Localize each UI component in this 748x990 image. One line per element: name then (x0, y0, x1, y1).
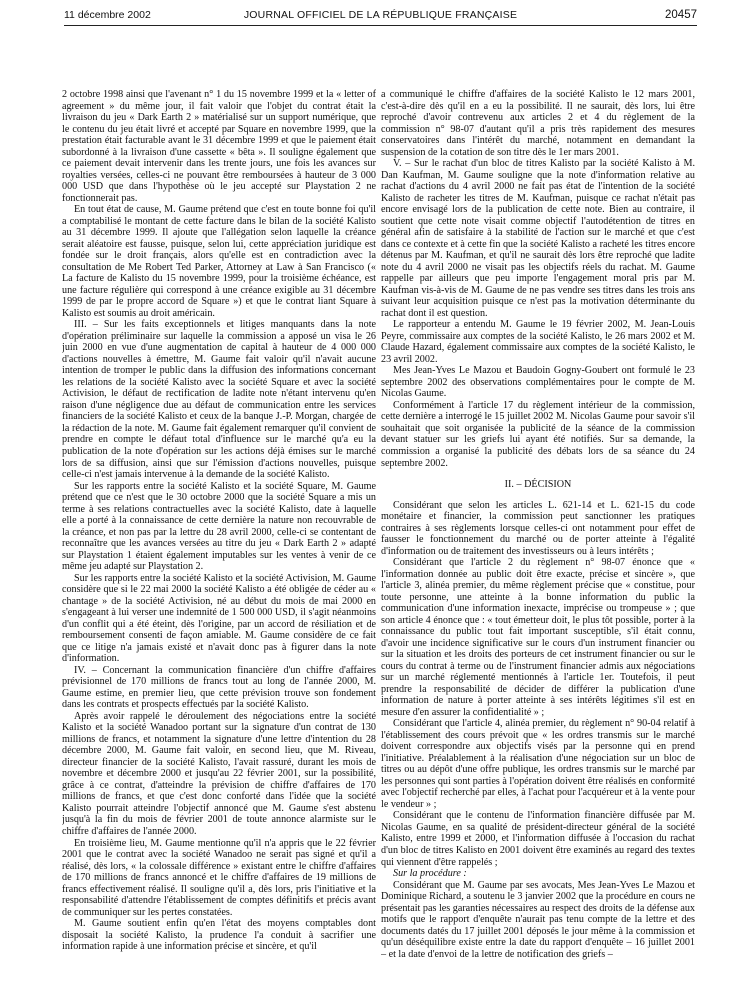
left-column (62, 89, 376, 985)
subsection-heading: Sur la procédure : (393, 868, 467, 880)
header-rule (64, 25, 697, 26)
paragraph: Sur les rapports entre la société Kalisto et la société Square, M. Gaume prétend que ce n'est que le 30 octobre 2000 que la société Square a mis un terme à ses relations contractuelles avec la société Kalisto, date à laquelle elle a porté à la connaissance de cette dernière la nature non recouvrable de la créance, et non pas par la lettre du 28 avril 2000, celle-ci se contentant de reconnaître que les avances versées au titre du jeu « Dark Earth 2 » adapté sur Playstation 1 étaient également imputables sur les ventes à venir de ce même jeu adapté sur Playstation 2. (62, 480, 376, 573)
paragraph: IV. – Concernant la communication financière d'un chiffre d'affaires prévisionnel de 170 millions de francs tout au long de l'année 2000, M. Gaume estime, en premier lieu, que cette prévision trouve son fondement dans les contrats et prospects effectués par la société Kalisto. (62, 664, 376, 711)
paragraph: Considérant que l'article 4, alinéa premier, du règlement n° 90-04 relatif à l'établissement des cours prévoit que « les ordres transmis sur le marché doivent correspondre aux objectifs visés par la personne qui en prend l'initiative. Préalablement à la réalisation d'une négociation sur un bloc de titres ou au dépôt d'une offre publique, les ordres transmis sur le marché par les personnes qui sont parties à l'opération doivent être réalisés en conformité avec l'objectif recherché par elles, à l'achat pour l'acquéreur et à la vente pour le vendeur » ; (381, 718, 695, 810)
paragraph: Considérant que l'article 2 du règlement n° 98-07 énonce que « l'information donnée au public doit être exacte, précise et sincère », que l'article 3, alinéa premier, du même règlement précise que « constitue, pour toute personne, une atteinte à la bonne information du public la communication d'une information inexacte, imprécise ou trompeuse » ; que son article 4 énonce que : « tout émetteur doit, le plus tôt possible, porter à la connaissance du public tout fait important susceptible, s'il était connu, d'avoir une incidence significative sur le cours d'un instrument financier ou sur la situation et les droits des porteurs de cet instrument financier ou sur le cours du contrat à terme ou de l'instrument financier admis aux négociations sur un marché réglementé mentionnés à l'article 1er. Toutefois, il peut prendre la responsabilité de décider de différer la publication d'une information de nature à porter atteinte à ses intérêts légitimes s'il est en mesure d'en assurer la confidentialité » ; (381, 557, 695, 718)
paragraph: En troisième lieu, M. Gaume mentionne qu'il n'a appris que le 22 février 2001 que le contrat avec la société Wanadoo ne serait pas signé et qu'il a réalisé, dès lors, « la colossale différence » existant entre le chiffre d'affaires de 170 millions de francs annoncé et le chiffre d'affaires de 19 millions de francs effectivement réalisé. Il souligne qu'il a, dès lors, pris l'initiative et la responsabilité d'attendre l'établissement de comptes définitifs et précis avant de communiquer sur les pertes constatées. (62, 837, 376, 918)
page-number: 20457 (665, 9, 697, 21)
paragraph: 2 octobre 1998 ainsi que l'avenant n° 1 du 15 novembre 1999 et la « letter of agreement » du même jour, il fait valoir que l'objet du contrat était la livraison du jeu « Dark Earth 2 » matérialisé sur un support numérique, que le contenu du jeu était livré et accepté par Square en novembre 1999, que la prestation était facturable avant le 31 décembre 1999 et que le paiement était subordonné à la livraison d'une cassette « bêta ». Il souligne également que ce paiement devait intervenir dans les trente jours, une fois les avances sur royalties versées, celles-ci ne pouvant être remboursées à hauteur de 3 000 000 USD que dans l'hypothèse où le jeu accepté sur Playstation 2 ne fonctionnerait pas. (62, 89, 376, 204)
paragraph: III. – Sur les faits exceptionnels et litiges manquants dans la note d'opération préliminaire sur laquelle la commission a apposé un visa le 26 juin 2000 en vue d'une augmentation de capital à hauteur de 4 000 000 d'actions nouvelles à émettre, M. Gaume fait valoir qu'il n'avait aucune intention de tromper le public dans la diffusion des informations concernant les relations de la société Kalisto avec la société Square et avec la société Activision, le défaut de rectification de ladite note n'étant intervenu qu'en raison d'une négligence due au défaut de communication entre les services financiers de la société Kalisto et ceux de la banque J.-P. Morgan, chargée de la rédaction de la note. M. Gaume fait également remarquer qu'il convient de prendre en compte le défaut total d'influence sur le marché qu'a eu la publication de la note d'opération sur les actions déjà émises sur le marché lors de sa diffusion, ainsi que sur l'émission d'actions nouvelles, puisque celle-ci n'est jamais intervenue à la demande de la société Kalisto. (62, 319, 376, 481)
paragraph: a communiqué le chiffre d'affaires de la société Kalisto le 12 mars 2001, c'est-à-dire dès qu'il en a eu la possibilité. Il ne saurait, dès lors, lui être reproché d'avoir contrevenu aux articles 2 et 4 du règlement de la commission n° 98-07 d'autant qu'il a pris très rapidement des mesures conservatoires dans l'intérêt du marché, notamment en demandant la suspension de la cotation de son titre dès le 1er mars 2001. (381, 89, 695, 158)
section-heading: II. – DÉCISION (504, 479, 572, 491)
right-column (381, 89, 695, 985)
paragraph: V. – Sur le rachat d'un bloc de titres Kalisto par la société Kalisto à M. Dan Kaufman, M. Gaume souligne que la note d'information relative au rachat d'actions du 4 avril 2000 ne fait pas état de l'intention de la société Kalisto de racheter les titres de M. Kaufman, puisque ce rachat n'était pas encore envisagé lors de la publication de cette note. Bien au contraire, il soutient que cette note visait comme objectif l'autodétention de titres en général afin de satisfaire à la stabilité de l'action sur le marché et que c'est dans ce contexte et à cette fin que la société Kalisto a racheté les titres encore détenus par M. Kaufman, et qu'il ne saurait dès lors être reproché que ladite note du 4 avril 2000 ne visait pas les objectifs réels du rachat. M. Gaume rappelle par ailleurs que peu importe l'engagement moral pris par M. Kaufman vis-à-vis de M. Gaume de ne pas vendre ses titres dans les trois ans suivant leur acquisition puisque ce n'est pas la motivation déterminante du rachat dont il est question. (381, 158, 695, 319)
paragraph: Conformément à l'article 17 du règlement intérieur de la commission, cette dernière a interrogé le 15 juillet 2002 M. Nicolas Gaume pour savoir s'il souhaitait que soit organisée la publicité de la séance de la commission devant statuer sur les griefs lui ayant été notifiés. Sur sa demande, la commission a organisé la publicité des débats lors de sa séance du 24 septembre 2002. (381, 399, 695, 469)
paragraph: En tout état de cause, M. Gaume prétend que c'est en toute bonne foi qu'il a comptabilisé le montant de cette facture dans le bilan de la société Kalisto au 31 décembre 1999. Il ajoute que l'allégation selon laquelle la créance serait aléatoire est fausse, puisque, selon lui, cette appréciation juridique est fondée sur le droit français, alors qu'elle est en contradiction avec la consultation de Me Robert Ted Parker, Attorney at Law à San Francisco (« La facture de Kalisto du 15 novembre 1999, pour la troisième échéance, est une facture régulière qui correspond à une créance exigible au 31 décembre 1999 de par le propre accord de Square ») et que le contrat liant Square à Kalisto est soumis au droit américain. (62, 204, 376, 319)
paragraph: Le rapporteur a entendu M. Gaume le 19 février 2002, M. Jean-Louis Peyre, commissaire aux comptes de la société Kalisto, le 26 mars 2002 et M. Claude Hazard, également commissaire aux comptes de la société Kalisto, le 23 avril 2002. (381, 319, 695, 365)
header-date: 11 décembre 2002 (64, 9, 151, 21)
paragraph: Considérant que selon les articles L. 621-14 et L. 621-15 du code monétaire et financier, la commission peut sanctionner les pratiques contraires à ses règlements lorsque celles-ci ont notamment pour effet de fausser le fonctionnement du marché ou de porter atteinte à l'égalité d'information ou de traitement des investisseurs ou à leurs intérêts ; (381, 499, 695, 557)
paragraph: M. Gaume soutient enfin qu'en l'état des moyens comptables dont disposait la société Kalisto, la prudence l'a conduit à sacrifier une information rapide à une information précise et sincère, et qu'il (62, 918, 376, 953)
paragraph: Mes Jean-Yves Le Mazou et Baudoin Gogny-Goubert ont formulé le 23 septembre 2002 des observations complémentaires pour le compte de M. Nicolas Gaume. (381, 365, 695, 400)
journal-title: JOURNAL OFFICIEL DE LA RÉPUBLIQUE FRANÇAISE (243, 9, 518, 21)
paragraph: Considérant que M. Gaume par ses avocats, Mes Jean-Yves Le Mazou et Dominique Richard, a soutenu le 3 janvier 2002 que la procédure en cours ne présentait pas les garanties nécessaires au respect des droits de la défense aux motifs que le rapport d'enquête n'aurait pas tenu compte de la lettre et des documents datés du 17 juillet 2001 déposés le jour même à la commission et qu'un déséquilibre existe entre la date du rapport d'enquête – 16 juillet 2001 – et la date d'envoi de la lettre de notification des griefs – (381, 879, 695, 960)
paragraph: Sur les rapports entre la société Kalisto et la société Activision, M. Gaume considère que si le 22 mai 2000 la société Kalisto a été obligée de céder au « chantage » de la société Activision, né au début du mois de mai 2000 en s'engageant à lui verser une indemnité de 1 500 000 USD, il s'agit néanmoins d'un conflit qui a été éteint, dès l'origine, par un accord de résiliation et de remboursement consenti de façon amiable. M. Gaume considère de ce fait que ce litige n'a jamais existé et n'avait donc pas à figurer dans la note d'information. (62, 572, 376, 665)
paragraph: Après avoir rappelé le déroulement des négociations entre la société Kalisto et la société Wanadoo portant sur la signature d'un contrat de 130 millions de francs, et notamment la signature d'une lettre d'intention du 28 décembre 2000, M. Gaume fait valoir, en second lieu, que M. Riveau, directeur financier de la société Kalisto, l'avait rassuré, durant les mois de novembre et décembre 2000 et jusqu'au 22 février 2001, sur la possibilité, grâce à ce contrat, d'atteindre la prévision de chiffre d'affaires de 170 millions de francs, et que c'est donc conforté dans l'idée que la société Kalisto pourrait atteindre l'objectif annoncé que M. Gaume s'est abstenu jusqu'à la fin du mois de février 2001 de toute annonce alarmiste sur le chiffre d'affaires de l'année 2000. (62, 710, 376, 837)
paragraph: Considérant que le contenu de l'information financière diffusée par M. Nicolas Gaume, en sa qualité de président-directeur général de la société Kalisto, entre 1999 et 2000, et l'information diffusée à l'occasion du rachat d'un bloc de titres Kalisto en 2001 doivent être examinés au regard des textes qui viennent d'être rappelés ; (381, 810, 695, 868)
